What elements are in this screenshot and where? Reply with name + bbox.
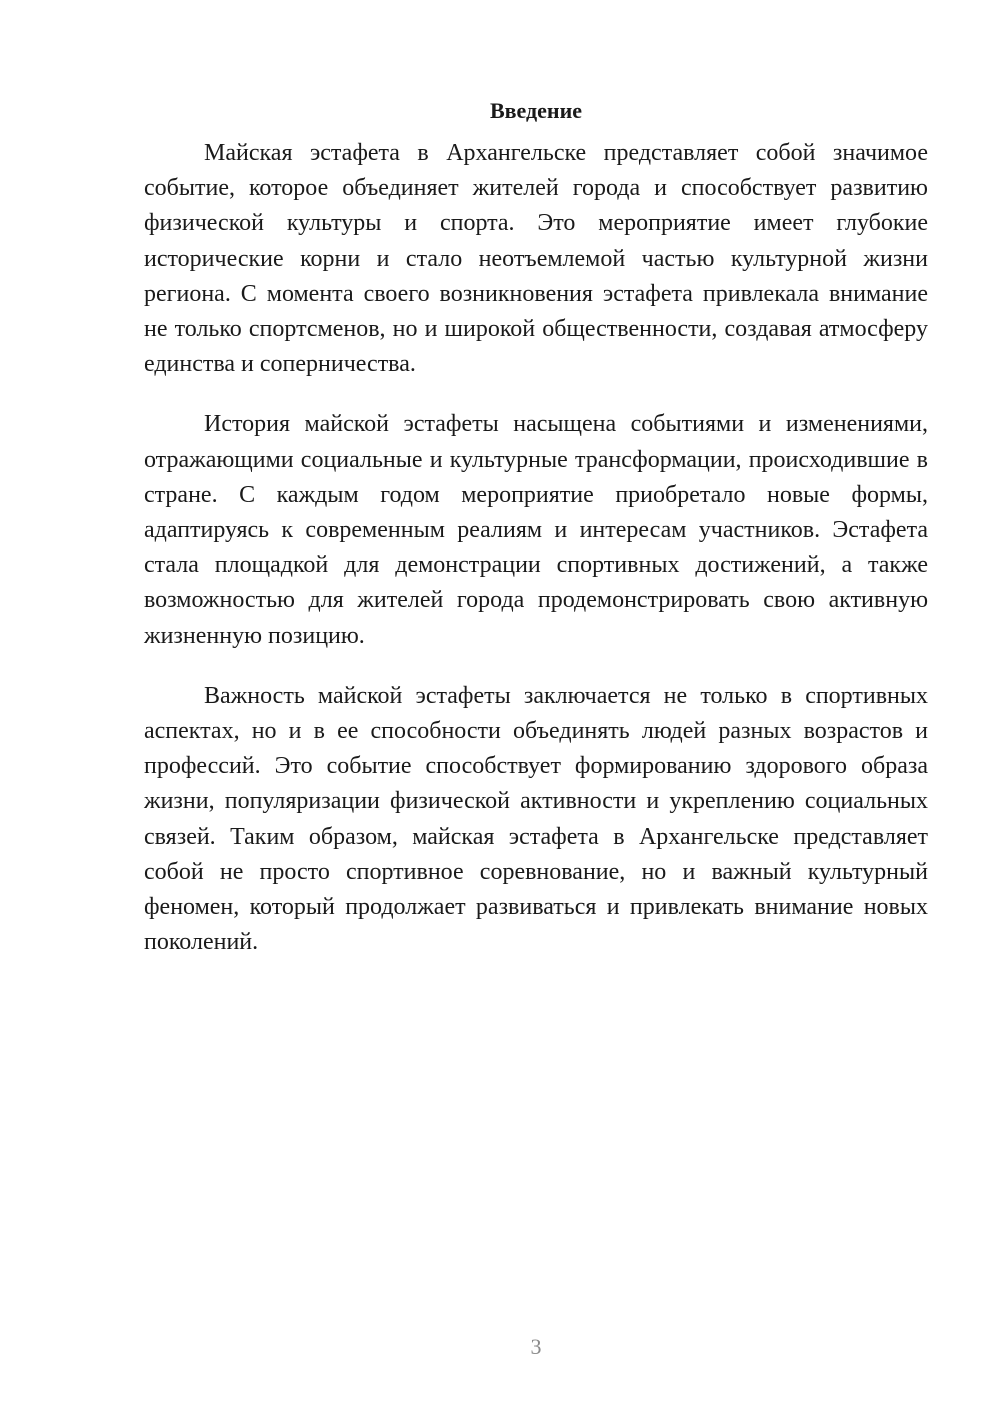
paragraph-1: Майская эстафета в Архангельске представляет собой значимое событие, которое объединяет жителей города и способствует развитию физической культуры и спорта. Это мероприятие имеет глубокие исторические корни и стало неотъемлемой частью культурной жизни региона. С момента своего возникновения эстафета привлекала внимание не только спортсменов, но и широкой общественности, создавая атмосферу единства и соперничества.: [144, 140, 928, 378]
paragraph-2: История майской эстафеты насыщена событиями и изменениями, отражающими социальные и культурные трансформации, происходившие в стране. С каждым годом мероприятие приобретало новые формы, адаптируясь к современным реалиям и интересам участников. Эстафета стала площадкой для демонстрации спортивных достижений, а также возможностью для жителей города продемонстрировать свою активную жизненную позицию.: [144, 411, 928, 649]
paragraph-3: Важность майской эстафеты заключается не только в спортивных аспектах, но и в ее способности объединять людей разных возрастов и профессий. Это событие способствует формированию здорового образа жизни, популяризации физической активности и укреплению социальных связей. Таким образом, майская эстафета в Архангельске представляет собой не просто спортивное соревнование, но и важный культурный феномен, который продолжает развиваться и привлекать внимание новых поколений.: [144, 682, 928, 956]
page-number: 3: [530, 1334, 542, 1359]
page-content: [144, 96, 928, 985]
section-title: Введение: [489, 98, 583, 123]
